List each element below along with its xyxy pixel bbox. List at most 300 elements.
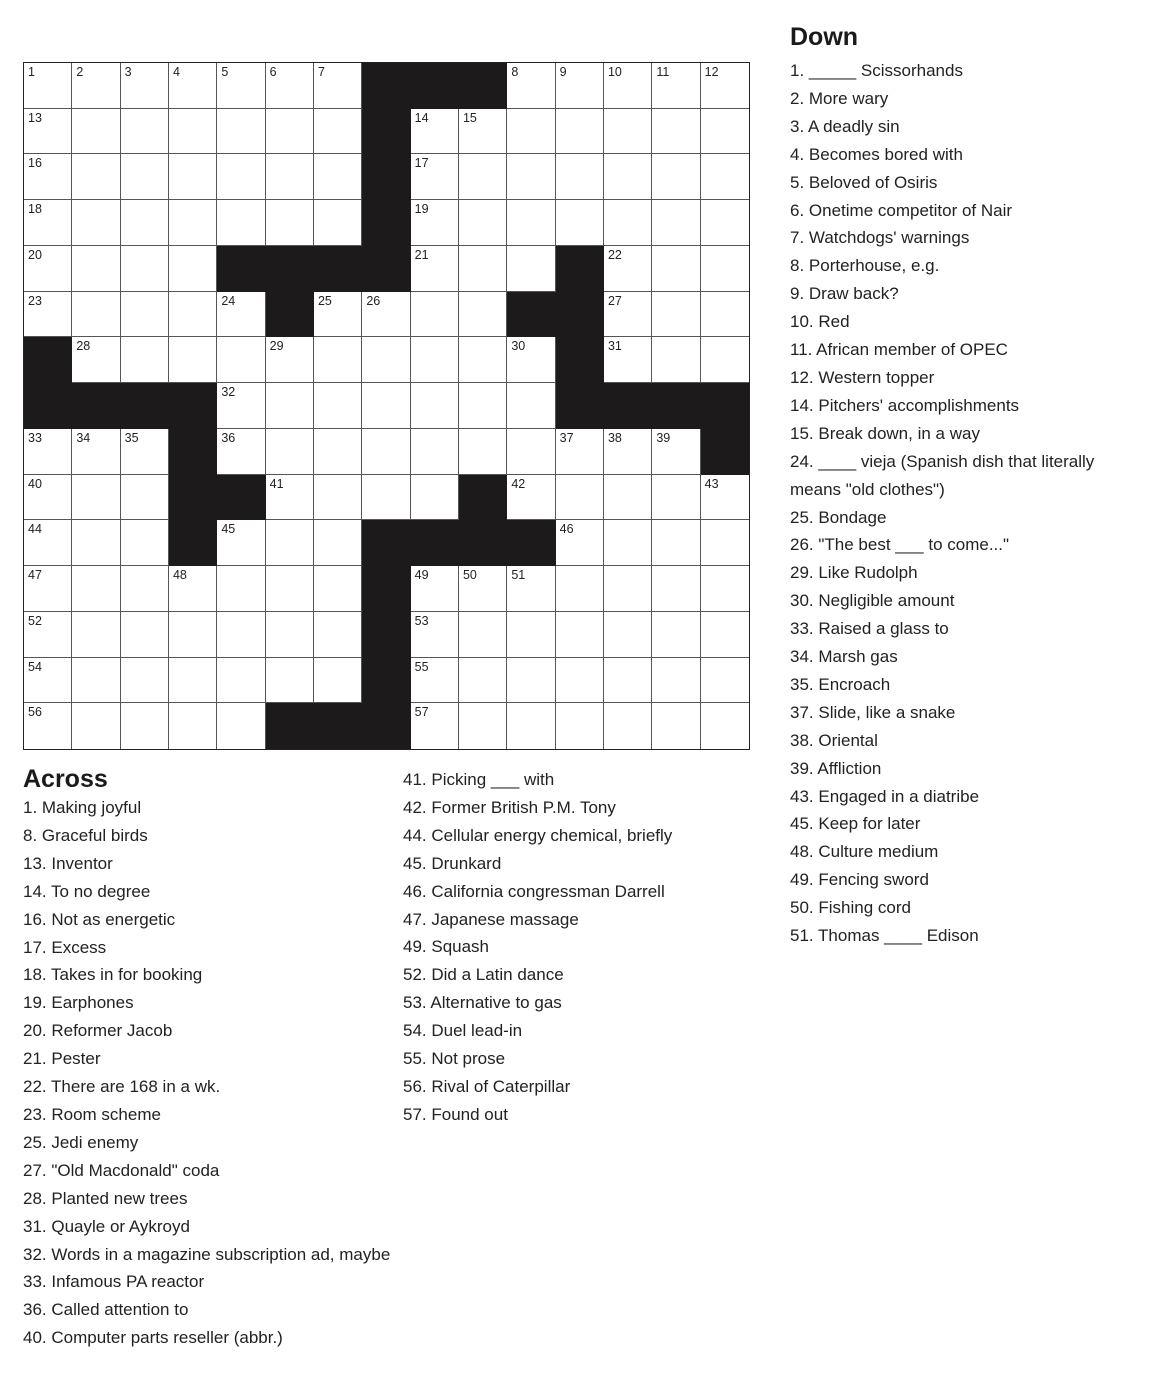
grid-cell[interactable] <box>411 612 459 658</box>
grid-cell[interactable] <box>72 200 120 246</box>
grid-cell[interactable] <box>556 475 604 521</box>
grid-cell[interactable] <box>604 429 652 475</box>
grid-cell[interactable] <box>266 337 314 383</box>
grid-cell[interactable] <box>266 154 314 200</box>
across-clue: 23. Room scheme <box>23 1104 161 1124</box>
grid-cell[interactable] <box>314 658 362 704</box>
grid-cell[interactable] <box>217 337 265 383</box>
clue-number: 40 <box>28 476 42 491</box>
grid-cell[interactable] <box>556 109 604 155</box>
grid-cell[interactable] <box>217 520 265 566</box>
grid-cell[interactable] <box>169 63 217 109</box>
grid-cell[interactable] <box>701 154 749 200</box>
grid-cell[interactable] <box>362 475 410 521</box>
grid-cell[interactable] <box>266 63 314 109</box>
black-square <box>556 292 604 338</box>
grid-cell[interactable] <box>507 429 555 475</box>
across-clue: 42. Former British P.M. Tony <box>403 797 616 817</box>
grid-cell[interactable] <box>652 475 700 521</box>
clue-number: 48 <box>172 568 187 583</box>
grid-cell[interactable] <box>411 292 459 338</box>
down-clue: 3. A deadly sin <box>790 116 900 136</box>
grid-cell[interactable] <box>24 612 72 658</box>
grid-cell[interactable] <box>701 475 749 521</box>
grid-cell[interactable] <box>121 200 169 246</box>
down-clue: 48. Culture medium <box>790 842 939 862</box>
down-clue: 29. Like Rudolph <box>790 563 918 583</box>
black-square <box>362 109 410 155</box>
grid-cell[interactable] <box>217 612 265 658</box>
grid-cell[interactable] <box>24 703 72 749</box>
clue-number: 47 <box>28 568 42 583</box>
black-square <box>362 200 410 246</box>
grid-cell[interactable] <box>507 475 555 521</box>
grid-cell[interactable] <box>556 429 604 475</box>
grid-cell[interactable] <box>24 566 72 612</box>
grid-cell[interactable] <box>72 154 120 200</box>
grid-cell[interactable] <box>169 246 217 292</box>
clue-number: 6 <box>269 65 277 79</box>
grid-cell[interactable] <box>556 566 604 612</box>
clue-number: 28 <box>76 339 91 354</box>
down-clue: 34. Marsh gas <box>790 647 898 667</box>
grid-cell[interactable] <box>459 246 507 292</box>
down-clue: 2. More wary <box>790 88 889 108</box>
grid-cell[interactable] <box>604 475 652 521</box>
grid-cell[interactable] <box>652 429 700 475</box>
clue-number: 43 <box>704 476 719 491</box>
across-clue: 47. Japanese massage <box>403 909 579 929</box>
grid-cell[interactable] <box>604 703 652 749</box>
grid-cell[interactable] <box>701 337 749 383</box>
grid-cell[interactable] <box>266 383 314 429</box>
grid-cell[interactable] <box>314 612 362 658</box>
grid-cell[interactable] <box>72 246 120 292</box>
black-square <box>507 520 555 566</box>
black-square <box>362 612 410 658</box>
grid-cell[interactable] <box>217 292 265 338</box>
across-clue: 53. Alternative to gas <box>403 993 562 1013</box>
grid-cell[interactable] <box>604 63 652 109</box>
grid-cell[interactable] <box>604 337 652 383</box>
grid-cell[interactable] <box>604 154 652 200</box>
grid-cell[interactable] <box>314 154 362 200</box>
grid-cell[interactable] <box>72 520 120 566</box>
clue-number: 15 <box>462 110 477 125</box>
black-square <box>314 246 362 292</box>
grid-cell[interactable] <box>459 109 507 155</box>
grid-cell[interactable] <box>411 200 459 246</box>
down-clue: 43. Engaged in a diatribe <box>790 786 980 806</box>
crossword-grid <box>23 62 750 750</box>
black-square <box>72 383 120 429</box>
grid-cell[interactable] <box>604 246 652 292</box>
clue-number: 39 <box>656 430 671 445</box>
grid-cell[interactable] <box>24 475 72 521</box>
grid-cell[interactable] <box>507 703 555 749</box>
grid-cell[interactable] <box>556 703 604 749</box>
clue-number: 18 <box>28 202 42 217</box>
grid-cell[interactable] <box>556 63 604 109</box>
clue-number: 52 <box>28 613 42 628</box>
grid-cell[interactable] <box>507 612 555 658</box>
grid-cell[interactable] <box>507 383 555 429</box>
across-clue: 8. Graceful birds <box>23 825 148 845</box>
grid-cell[interactable] <box>266 475 314 521</box>
across-heading: Across <box>23 765 108 793</box>
black-square <box>507 292 555 338</box>
grid-cell[interactable] <box>24 429 72 475</box>
grid-cell[interactable] <box>314 475 362 521</box>
grid-cell[interactable] <box>217 154 265 200</box>
grid-cell[interactable] <box>604 658 652 704</box>
grid-cell[interactable] <box>217 658 265 704</box>
black-square <box>24 337 72 383</box>
across-clue: 14. To no degree <box>23 881 151 901</box>
grid-cell[interactable] <box>507 154 555 200</box>
black-square <box>701 429 749 475</box>
grid-cell[interactable] <box>24 154 72 200</box>
grid-cell[interactable] <box>24 292 72 338</box>
grid-cell[interactable] <box>169 154 217 200</box>
grid-cell[interactable] <box>24 200 72 246</box>
grid-cell[interactable] <box>604 612 652 658</box>
down-clue: 38. Oriental <box>790 730 878 750</box>
grid-cell[interactable] <box>266 612 314 658</box>
across-clue: 22. There are 168 in a wk. <box>23 1077 221 1097</box>
grid-cell[interactable] <box>121 154 169 200</box>
grid-cell[interactable] <box>266 566 314 612</box>
grid-cell[interactable] <box>459 703 507 749</box>
grid-cell[interactable] <box>701 246 749 292</box>
grid-cell[interactable] <box>121 292 169 338</box>
grid-cell[interactable] <box>24 658 72 704</box>
grid-cell[interactable] <box>24 63 72 109</box>
grid-cell[interactable] <box>556 200 604 246</box>
grid-cell[interactable] <box>507 566 555 612</box>
grid-cell[interactable] <box>169 109 217 155</box>
down-clue: 9. Draw back? <box>790 284 899 304</box>
grid-cell[interactable] <box>72 337 120 383</box>
grid-cell[interactable] <box>701 292 749 338</box>
grid-cell[interactable] <box>121 429 169 475</box>
grid-cell[interactable] <box>121 246 169 292</box>
grid-cell[interactable] <box>266 520 314 566</box>
clue-number: 30 <box>511 339 526 354</box>
across-clue: 55. Not prose <box>403 1049 506 1069</box>
black-square <box>217 475 265 521</box>
grid-cell[interactable] <box>459 200 507 246</box>
grid-cell[interactable] <box>72 429 120 475</box>
clue-number: 56 <box>28 705 42 720</box>
grid-cell[interactable] <box>507 246 555 292</box>
grid-cell[interactable] <box>266 429 314 475</box>
grid-cell[interactable] <box>411 109 459 155</box>
down-clue: 15. Break down, in a way <box>790 423 980 443</box>
grid-cell[interactable] <box>24 246 72 292</box>
grid-cell[interactable] <box>507 337 555 383</box>
grid-cell[interactable] <box>459 292 507 338</box>
clue-number: 14 <box>414 110 429 125</box>
grid-cell[interactable] <box>411 566 459 612</box>
across-clue: 19. Earphones <box>23 993 134 1013</box>
clue-number: 37 <box>559 430 574 445</box>
grid-cell[interactable] <box>701 200 749 246</box>
grid-cell[interactable] <box>411 703 459 749</box>
clue-number: 21 <box>414 247 429 262</box>
grid-cell[interactable] <box>362 292 410 338</box>
down-clue: 37. Slide, like a snake <box>790 702 956 722</box>
grid-cell[interactable] <box>314 200 362 246</box>
grid-cell[interactable] <box>217 429 265 475</box>
grid-cell[interactable] <box>652 658 700 704</box>
clue-number: 29 <box>269 339 284 354</box>
grid-cell[interactable] <box>652 154 700 200</box>
grid-cell[interactable] <box>121 612 169 658</box>
across-clue-list-right <box>403 766 773 1129</box>
clue-number: 9 <box>559 65 567 79</box>
grid-cell[interactable] <box>507 109 555 155</box>
black-square <box>362 703 410 749</box>
grid-cell[interactable] <box>411 383 459 429</box>
black-square <box>652 383 700 429</box>
grid-cell[interactable] <box>169 292 217 338</box>
grid-cell[interactable] <box>459 566 507 612</box>
clue-number: 24 <box>221 293 236 308</box>
grid-cell[interactable] <box>24 109 72 155</box>
clue-number: 51 <box>511 568 526 583</box>
clue-number: 19 <box>414 202 429 217</box>
grid-cell[interactable] <box>652 612 700 658</box>
black-square <box>121 383 169 429</box>
down-clue: 6. Onetime competitor of Nair <box>790 200 1013 220</box>
grid-cell[interactable] <box>121 109 169 155</box>
across-clue: 27. "Old Macdonald" coda <box>23 1160 220 1180</box>
grid-cell[interactable] <box>121 703 169 749</box>
across-clue: 40. Computer parts reseller (abbr.) <box>23 1328 283 1348</box>
grid-cell[interactable] <box>314 383 362 429</box>
grid-cell[interactable] <box>507 658 555 704</box>
grid-cell[interactable] <box>72 566 120 612</box>
grid-cell[interactable] <box>314 63 362 109</box>
clue-number: 38 <box>607 430 622 445</box>
grid-cell[interactable] <box>217 109 265 155</box>
across-clue: 33. Infamous PA reactor <box>23 1272 205 1292</box>
across-clue: 45. Drunkard <box>403 853 502 873</box>
black-square <box>701 383 749 429</box>
black-square <box>459 63 507 109</box>
grid-cell[interactable] <box>652 63 700 109</box>
grid-cell[interactable] <box>266 658 314 704</box>
down-clue: 4. Becomes bored with <box>790 144 963 164</box>
grid-cell[interactable] <box>72 109 120 155</box>
black-square <box>362 658 410 704</box>
grid-cell[interactable] <box>652 337 700 383</box>
grid-cell[interactable] <box>314 292 362 338</box>
black-square <box>169 475 217 521</box>
grid-cell[interactable] <box>217 200 265 246</box>
grid-cell[interactable] <box>121 658 169 704</box>
black-square <box>169 429 217 475</box>
grid-cell[interactable] <box>604 520 652 566</box>
grid-cell[interactable] <box>507 63 555 109</box>
across-clue: 56. Rival of Caterpillar <box>403 1076 571 1096</box>
grid-cell[interactable] <box>72 292 120 338</box>
clue-number: 17 <box>414 156 429 171</box>
across-clue: 25. Jedi enemy <box>23 1132 139 1152</box>
across-clue: 44. Cellular energy chemical, briefly <box>403 825 673 845</box>
clue-number: 12 <box>704 65 719 79</box>
down-clue: 11. African member of OPEC <box>790 340 1008 360</box>
down-clue: 5. Beloved of Osiris <box>790 172 938 192</box>
grid-cell[interactable] <box>217 566 265 612</box>
black-square <box>362 246 410 292</box>
grid-cell[interactable] <box>459 429 507 475</box>
grid-cell[interactable] <box>604 566 652 612</box>
grid-cell[interactable] <box>314 520 362 566</box>
grid-cell[interactable] <box>169 200 217 246</box>
grid-cell[interactable] <box>701 703 749 749</box>
clue-number: 10 <box>607 65 622 79</box>
grid-cell[interactable] <box>459 383 507 429</box>
clue-number: 57 <box>414 705 429 720</box>
down-clue: 33. Raised a glass to <box>790 619 949 639</box>
grid-cell[interactable] <box>362 429 410 475</box>
grid-cell[interactable] <box>411 475 459 521</box>
grid-cell[interactable] <box>266 109 314 155</box>
clue-number: 44 <box>28 522 42 537</box>
across-clue: 16. Not as energetic <box>23 909 176 929</box>
grid-cell[interactable] <box>169 337 217 383</box>
grid-cell[interactable] <box>459 612 507 658</box>
black-square <box>411 63 459 109</box>
grid-cell[interactable] <box>72 475 120 521</box>
grid-cell[interactable] <box>411 154 459 200</box>
grid-cell[interactable] <box>411 246 459 292</box>
across-clue: 57. Found out <box>403 1104 508 1124</box>
grid-cell[interactable] <box>121 566 169 612</box>
black-square <box>459 475 507 521</box>
grid-cell[interactable] <box>652 703 700 749</box>
grid-cell[interactable] <box>459 658 507 704</box>
down-clue: 30. Negligible amount <box>790 591 955 611</box>
clue-number: 5 <box>221 65 229 79</box>
clue-number: 35 <box>124 430 139 445</box>
grid-cell[interactable] <box>652 200 700 246</box>
grid-cell[interactable] <box>652 566 700 612</box>
down-clue: 49. Fencing sword <box>790 870 929 890</box>
black-square <box>362 566 410 612</box>
clue-number: 23 <box>28 293 42 308</box>
grid-cell[interactable] <box>72 658 120 704</box>
grid-cell[interactable] <box>701 520 749 566</box>
grid-cell[interactable] <box>362 383 410 429</box>
grid-cell[interactable] <box>411 429 459 475</box>
down-clue: 45. Keep for later <box>790 814 921 834</box>
grid-cell[interactable] <box>121 520 169 566</box>
grid-cell[interactable] <box>314 337 362 383</box>
grid-cell[interactable] <box>121 63 169 109</box>
clue-number: 34 <box>76 430 91 445</box>
grid-cell[interactable] <box>459 337 507 383</box>
grid-cell[interactable] <box>652 292 700 338</box>
clue-number: 11 <box>656 65 670 79</box>
grid-cell[interactable] <box>701 63 749 109</box>
across-clue: 49. Squash <box>403 937 490 957</box>
grid-cell[interactable] <box>217 703 265 749</box>
clue-number: 3 <box>124 65 132 79</box>
grid-cell[interactable] <box>314 566 362 612</box>
grid-cell[interactable] <box>701 612 749 658</box>
grid-cell[interactable] <box>217 383 265 429</box>
down-clue: 14. Pitchers' accomplishments <box>790 395 1020 415</box>
clue-number: 32 <box>221 385 236 400</box>
clue-number: 36 <box>221 430 236 445</box>
grid-cell[interactable] <box>652 520 700 566</box>
across-clue: 31. Quayle or Aykroyd <box>23 1216 190 1236</box>
grid-cell[interactable] <box>362 337 410 383</box>
clue-number: 27 <box>607 293 622 308</box>
black-square <box>362 520 410 566</box>
grid-cell[interactable] <box>652 109 700 155</box>
grid-cell[interactable] <box>314 109 362 155</box>
grid-cell[interactable] <box>411 337 459 383</box>
grid-cell[interactable] <box>507 200 555 246</box>
black-square <box>556 246 604 292</box>
grid-cell[interactable] <box>121 337 169 383</box>
grid-cell[interactable] <box>72 63 120 109</box>
down-clue: 26. "The best ___ to come..." <box>790 535 1010 555</box>
grid-cell[interactable] <box>604 109 652 155</box>
black-square <box>217 246 265 292</box>
black-square <box>362 63 410 109</box>
grid-cell[interactable] <box>72 703 120 749</box>
grid-cell[interactable] <box>24 520 72 566</box>
grid-cell[interactable] <box>169 566 217 612</box>
grid-cell[interactable] <box>72 612 120 658</box>
grid-cell[interactable] <box>556 612 604 658</box>
grid-cell[interactable] <box>556 154 604 200</box>
grid-cell[interactable] <box>411 658 459 704</box>
grid-cell[interactable] <box>266 200 314 246</box>
grid-cell[interactable] <box>169 658 217 704</box>
clue-number: 2 <box>76 65 84 79</box>
grid-cell[interactable] <box>604 200 652 246</box>
clue-number: 25 <box>317 293 332 308</box>
across-clue: 36. Called attention to <box>23 1300 189 1320</box>
down-clue: 8. Porterhouse, e.g. <box>790 256 940 276</box>
grid-cell[interactable] <box>217 63 265 109</box>
grid-cell[interactable] <box>169 703 217 749</box>
clue-number: 49 <box>414 568 429 583</box>
down-clue: 1. _____ Scissorhands <box>790 61 963 80</box>
grid-cell[interactable] <box>169 612 217 658</box>
across-clue: 28. Planted new trees <box>23 1188 188 1208</box>
grid-cell[interactable] <box>314 429 362 475</box>
grid-cell[interactable] <box>652 246 700 292</box>
grid-cell[interactable] <box>604 292 652 338</box>
grid-cell[interactable] <box>701 109 749 155</box>
grid-cell[interactable] <box>459 154 507 200</box>
grid-cell[interactable] <box>701 658 749 704</box>
clue-number: 54 <box>28 659 42 674</box>
grid-cell[interactable] <box>701 566 749 612</box>
clue-number: 46 <box>559 522 574 537</box>
grid-cell[interactable] <box>556 520 604 566</box>
grid-cell[interactable] <box>121 475 169 521</box>
black-square <box>266 246 314 292</box>
grid-cell[interactable] <box>556 658 604 704</box>
